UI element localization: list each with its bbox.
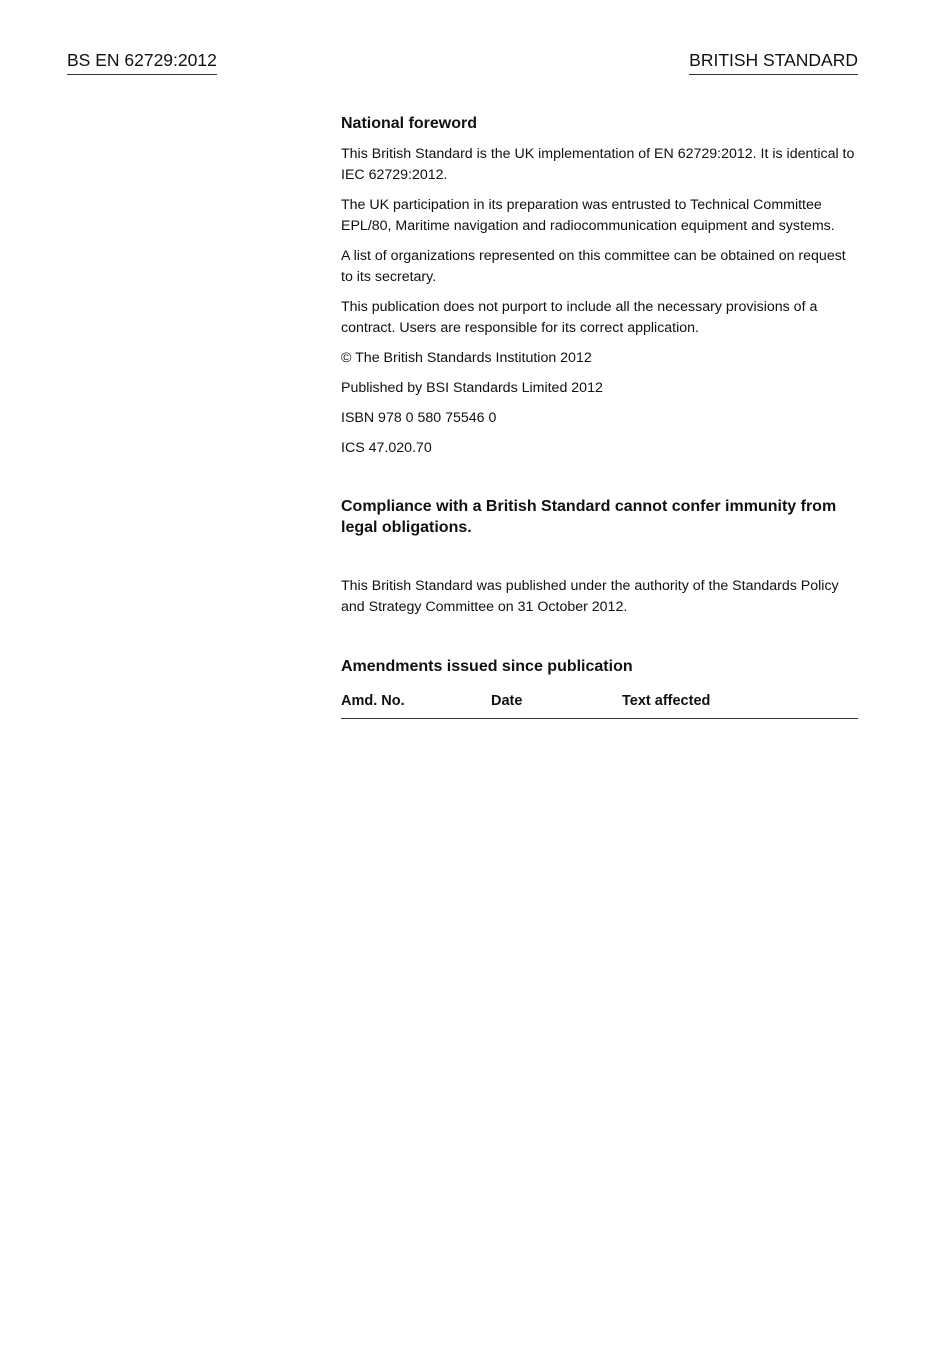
- isbn-line: ISBN 978 0 580 75546 0: [341, 410, 497, 426]
- foreword-paragraph-implementation: This British Standard is the UK implementation of EN 62729:2012. It is identical to IEC 62729:2012.: [341, 146, 855, 183]
- header-document-type: BRITISH STANDARD: [689, 49, 858, 75]
- ics-line: ICS 47.020.70: [341, 440, 432, 456]
- publisher-line: Published by BSI Standards Limited 2012: [341, 380, 603, 396]
- column-header-amd-no: Amd. No.: [341, 687, 491, 719]
- authority-statement: This British Standard was published under the authority of the Standards Policy and Strategy Committee on 31 October 2012.: [341, 578, 839, 615]
- foreword-paragraph-participation: The UK participation in its preparation was entrusted to Technical Committee EPL/80, Maritime navigation and radiocommunication equipment and systems.: [341, 197, 835, 234]
- header-document-id: BS EN 62729:2012: [67, 49, 217, 75]
- compliance-statement: Compliance with a British Standard cannot confer immunity from legal obligations.: [341, 498, 837, 536]
- column-header-text-affected: Text affected: [622, 687, 858, 719]
- foreword-paragraph-provisions: This publication does not purport to include all the necessary provisions of a contract. Users are responsible for its correct application.: [341, 299, 818, 336]
- amendments-header-row: [341, 687, 858, 719]
- foreword-section: [341, 113, 858, 719]
- foreword-title: National foreword: [341, 115, 478, 132]
- amendments-table: [341, 687, 858, 719]
- column-header-date: Date: [491, 687, 622, 719]
- copyright-line: © The British Standards Institution 2012: [341, 350, 592, 366]
- foreword-paragraph-committee-list: A list of organizations represented on this committee can be obtained on request to its secretary.: [341, 248, 846, 285]
- amendments-title: Amendments issued since publication: [341, 658, 633, 675]
